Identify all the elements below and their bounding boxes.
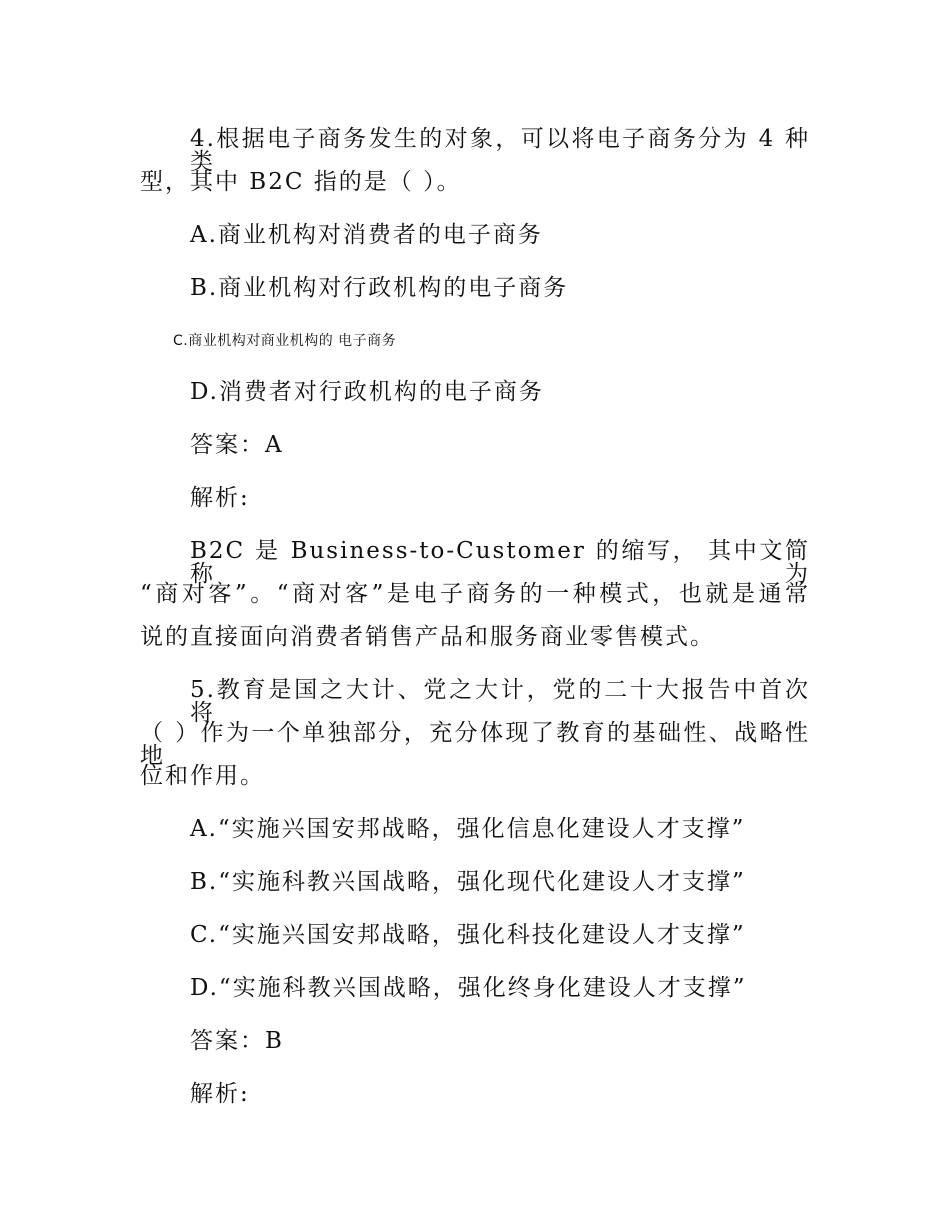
q4-analysis-line-2: “商对客”。“商对客”是电子商务的一种模式，也就是通常	[140, 581, 810, 607]
q4-analysis-line-1: B2C 是 Business-to-Customer 的缩写， 其中文简称为	[190, 538, 810, 587]
q4-answer: 答案：A	[190, 432, 284, 458]
q5-option-c: C.“实施兴国安邦战略，强化科技化建设人才支撑”	[190, 922, 746, 948]
q5-answer: 答案：B	[190, 1028, 284, 1054]
q4-stem-line-1: 4.根据电子商务发生的对象，可以将电子商务分为 4 种类	[190, 126, 810, 175]
q5-option-d: D.“实施科教兴国战略，强化终身化建设人才支撑”	[190, 975, 747, 1001]
q5-stem-line-1: 5.教育是国之大计、党之大计，党的二十大报告中首次将	[190, 677, 810, 726]
q5-option-a: A.“实施兴国安邦战略，强化信息化建设人才支撑”	[190, 816, 746, 842]
q5-option-b: B.“实施科教兴国战略，强化现代化建设人才支撑”	[190, 869, 746, 895]
q5-stem-line-3: 位和作用。	[140, 763, 265, 789]
q4-analysis-line-3: 说的直接面向消费者销售产品和服务商业零售模式。	[140, 624, 715, 650]
q4-option-c: C.商业机构对商业机构的 电子商务	[173, 333, 397, 349]
q4-analysis-label: 解析:	[190, 485, 250, 511]
q4-option-b: B.商业机构对行政机构的电子商务	[190, 275, 569, 301]
q5-analysis-label: 解析:	[190, 1081, 250, 1107]
q5-stem-line-2: （ ）作为一个单独部分，充分体现了教育的基础性、战略性地	[140, 720, 810, 769]
q4-option-d: D.消费者对行政机构的电子商务	[190, 379, 544, 405]
q4-option-a: A.商业机构对消费者的电子商务	[190, 222, 543, 248]
q4-stem-line-2: 型，其中 B2C 指的是（ ）。	[140, 169, 462, 195]
